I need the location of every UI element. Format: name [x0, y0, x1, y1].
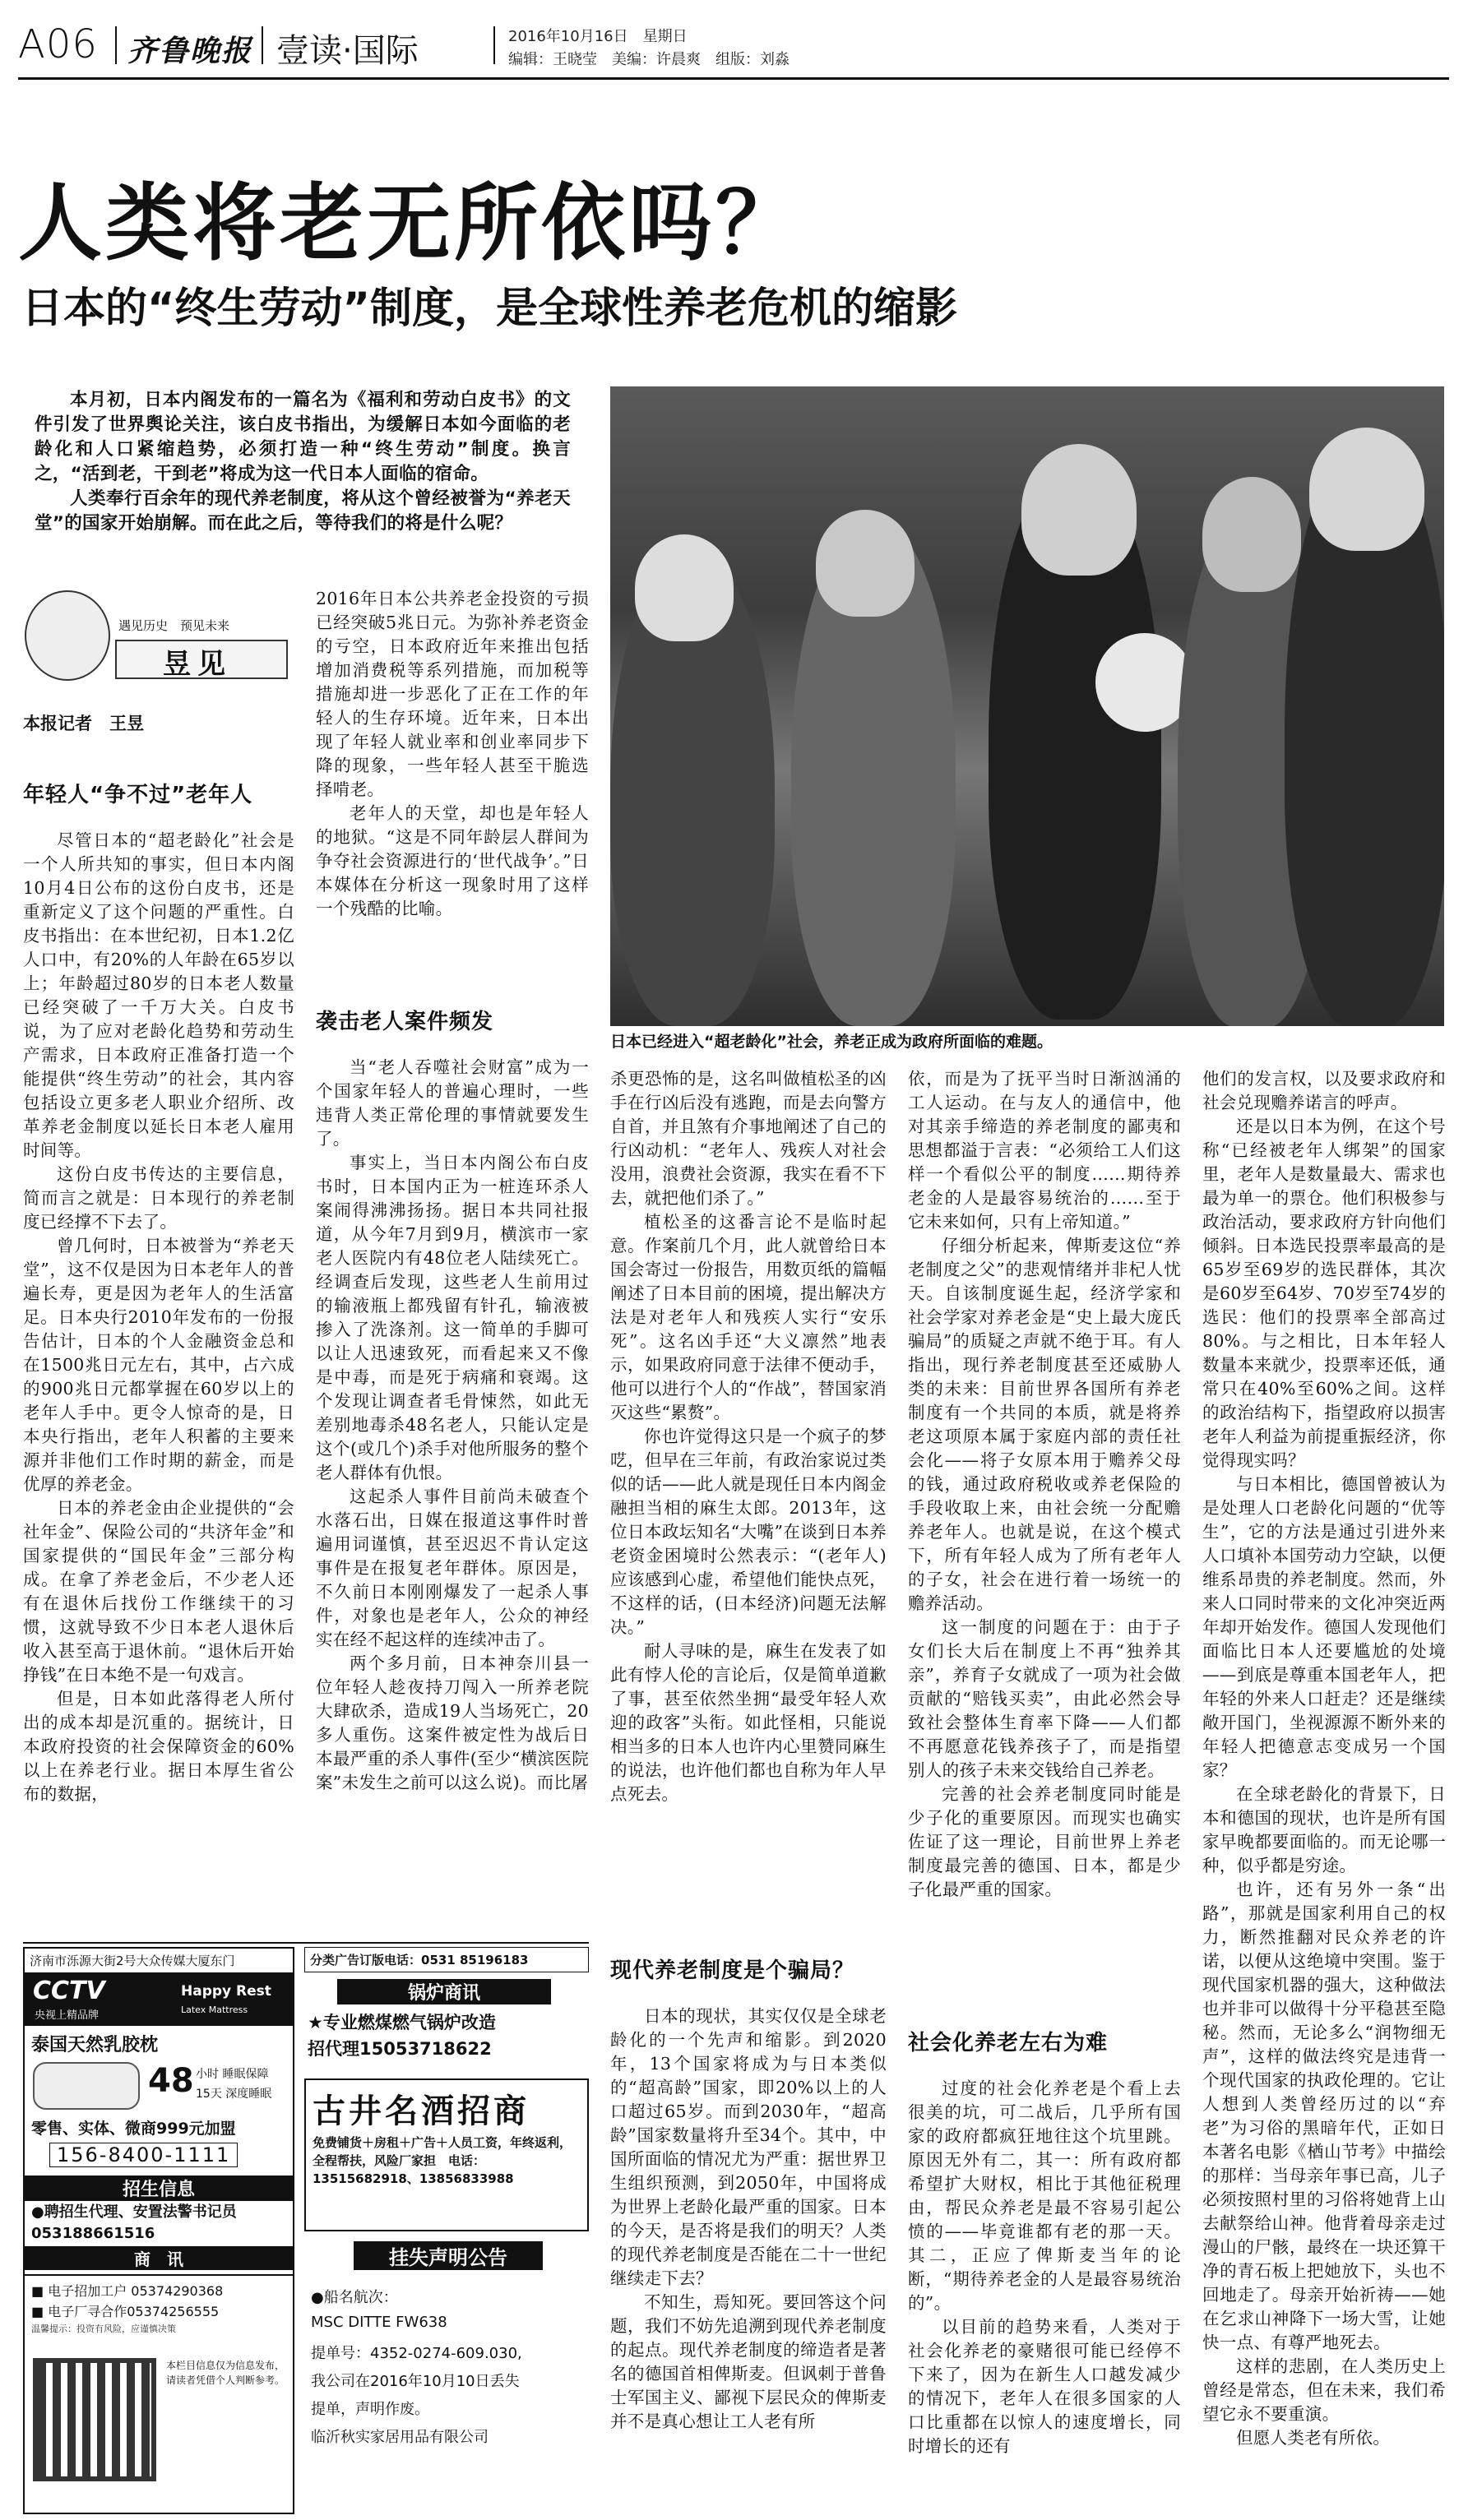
masthead-divider	[493, 26, 495, 64]
pillow-graphic	[33, 2062, 140, 2110]
latex-days: 48	[148, 2062, 194, 2100]
biz-line-1: ■ 电子招加工户 05374290368	[31, 2283, 224, 2299]
lead-p1: 本月初，日本内阁发布的一篇名为《福利和劳动白皮书》的文件引发了世界舆论关注，该白皮书指出，为缓解日本如今面临的老龄化和人口紧缩趋势，必须打造一种“终生劳动”制度。换言之，“活到老，干到老”将成为这一代日本人面临的宿命。	[35, 390, 571, 484]
body-paragraph: 完善的社会养老制度同时能是少子化的重要原因。而现实也确实佐证了这一理论，目前世界上养老制度最完善的德国、日本，都是少子化最严重的国家。	[908, 1784, 1181, 1899]
brand-sub: Latex Mattress	[181, 2004, 248, 2015]
liquor-box	[304, 2078, 589, 2231]
latex-detail-1: 小时 睡眠保障	[196, 2068, 269, 2081]
headline-title: 人类将老无所依吗？	[18, 175, 803, 273]
photo-figure	[1202, 477, 1301, 592]
liquor-text: 免费铺货＋房租＋广告＋人员工资，年终返利，全程帮扶，风险厂家担 电话：13515682918、13856833988	[313, 2135, 572, 2186]
ads-top-rule	[23, 1942, 589, 1944]
body-paragraph: 也许，还有另外一条“出路”，那就是国家利用自己的权力，断然推翻对民众养老的许诺，以便从这绝境中突围。鉴于现代国家机器的强大，这种做法也并非可以做得十分平稳甚至隐秘。然而，无论多么“润物细无声”，这样的做法终究是违背一个现代国家的执政伦理的。它让人想到人类曾经历过的以“弃老”为习俗的黑暗年代，正如日本著名电影《楢山节考》中描绘的那样：当母亲年事已高，儿子必须按照村里的习俗将她背上山去献祭给山神。他背着母亲走过漫山的尸骸，最终在一块还算干净的青石板上把她放下，头也不回地走了。母亲开始祈祷——她在乞求山神降下一场大雪，让她快一点、有尊严地死去。	[1202, 1880, 1446, 2352]
body-paragraph: 依，而是为了抚平当时日渐汹涌的工人运动。在与友人的通信中，他对其亲手缔造的养老制度的鄙夷和思想都溢于言表：“必须给工人们这样一个看似公平的制度……期待养老金的人是最容易统治的……至于它未来如何，只有上帝知道。”	[908, 1069, 1181, 1232]
classified-head: 分类广告订版电话：0531 85196183	[304, 1947, 589, 1972]
body-paragraph: 在全球老龄化的背景下，日本和德国的现状，也许是所有国家早晚都要面临的。而无论哪一种，似乎都是穷途。	[1202, 1784, 1446, 1875]
cctv-sub: 央视上精品牌	[35, 2009, 100, 2022]
lost-line-4: 我公司在2016年10月10日丢失	[311, 2373, 520, 2390]
body-paragraph: 过度的社会化养老是个看上去很美的坑，可二战后，几乎所有国家的政府都疯狂地往这个坑里跳。原因无外有二，其一：所有政府都希望扩大财权，相比于其他征税理由，帮民众养老是最不容易引起公愤的——毕竟谁都有老的那一天。其二，正应了俾斯麦当年的论断，“期待养老金的人是最容易统治的”。	[908, 2078, 1181, 2313]
page-number: A06	[18, 21, 98, 67]
body-paragraph: 杀更恐怖的是，这名叫做植松圣的凶手在行凶后没有逃跑，而是去向警方自首，并且煞有介事地阐述了自己的行凶动机：“老年人、残疾人对社会没用，浪费社会资源，我实在看不下去，就把他们杀了。”	[610, 1069, 887, 1208]
photo-figure	[816, 510, 915, 617]
section-head-3: 现代养老制度是个骗局？	[610, 1958, 855, 1983]
body-paragraph: 耐人寻味的是，麻生在发表了如此有悖人伦的言论后，仅是简单道歉了事，甚至依然坐拥“最受年轻人欢迎的政客”头衔。如此怪相，只能说相当多的日本人也许内心里赞同麻生的说法，也许他们都也自称为年人早点死去。	[610, 1641, 887, 1804]
ad-cctv-latex	[23, 1947, 294, 2276]
body-column-5	[1202, 1067, 1446, 2508]
lost-line-5: 提单，声明作废。	[311, 2401, 429, 2418]
body-paragraph: 他们的发言权，以及要求政府和社会兑现赡养诺言的呼声。	[1202, 1069, 1446, 1112]
ad-logo-band	[25, 1973, 293, 2026]
qr-note: 本栏目信息仅为信息发布，请读者凭借个人判断参考。	[166, 2360, 285, 2386]
body-column-3a	[610, 1067, 887, 1939]
latex-title: 泰国天然乳胶枕	[31, 2035, 159, 2055]
body-paragraph: 这份白皮书传达的主要信息，简而言之就是：日本现行的养老制度已经撑不下去了。	[23, 1164, 294, 1232]
body-paragraph: 与日本相比，德国曾被认为是处理人口老龄化问题的“优等生”，它的方法是通过引进外来人口填补本国劳动力空缺，以便维系昂贵的养老制度。然而，外来人口同时带来的文化冲突近两年却开始发作。德国人发现他们面临比日本人还要尴尬的处境——到底是尊重本国老年人，把年轻的外来人口赶走？还是继续敞开国门，坐视源源不断外来的年轻人把德意志变成另一个国家？	[1202, 1474, 1446, 1780]
masthead-divider	[262, 26, 263, 64]
body-paragraph: 仔细分析起来，俾斯麦这位“养老制度之父”的悲观情绪并非杞人忧天。自该制度诞生起，经济学家和社会学家对养老金是“史上最大庞氏骗局”的质疑之声就不绝于耳。有人指出，现行养老制度甚至还威胁人类的未来：目前世界各国所有养老制度有一个共同的本质，就是将养老这项原本属于家庭内部的责任社会化——将子女原本用于赡养父母的钱，通过政府税收或养老保险的手段收取上来，由社会统一分配赡养老年人。也就是说，在这个模式下，所有年轻人成为了所有老年人的子女，社会在进行着一场统一的赡养活动。	[908, 1236, 1181, 1613]
body-column-4b	[908, 2077, 1181, 2508]
lead-paragraph	[35, 388, 571, 536]
boiler-line-1: ★专业燃煤燃气锅炉改造	[308, 2013, 496, 2032]
body-paragraph: 但是，日本如此落得老人所付出的成本却是沉重的。据统计，日本政府投资的社会保障资金的60%以上在养老行业。据日本厚生省公布的数据，	[23, 1689, 294, 1804]
author-portrait	[25, 590, 110, 681]
body-paragraph: 当“老人吞噬社会财富”成为一个国家年轻人的普遍心理时，一些违背人类正常伦理的事情就要发生了。	[316, 1057, 589, 1149]
body-paragraph: 2016年日本公共养老金投资的亏损已经突破5兆日元。为弥补养老资金的亏空，日本政府近年来推出包括增加消费税等系列措施，而加税等措施却进一步恶化了正在工作的年轻人的生存环境。近年来，日本出现了年轻人就业率和创业率同步下降的现象，一些年轻人甚至干脆选择啃老。	[316, 589, 589, 799]
recruit-text: ●聘招生代理、安置法警书记员053188661516	[31, 2203, 237, 2242]
masthead-rule	[18, 77, 1449, 80]
boiler-title: 锅炉商讯	[337, 1979, 551, 2004]
lost-line-2: MSC DITTE FW638	[311, 2314, 447, 2331]
ad-biz-listing	[23, 2276, 294, 2514]
boiler-line-2: 招代理15053718622	[308, 2039, 492, 2059]
photo-figure	[1309, 428, 1424, 551]
body-paragraph: 两个多月前，日本神奈川县一位年轻人趁夜持刀闯入一所养老院大肆砍杀，造成19人当场死亡，20多人重伤。这案件被定性为战后日本最严重的杀人事件(至少“横滨医院案”未发生之前可以这么说)。而比屠	[316, 1653, 589, 1792]
lost-title: 挂失声明公告	[354, 2241, 543, 2270]
column-badge	[23, 590, 294, 689]
body-paragraph: 事实上，当日本内阁公布白皮书时，日本国内正为一桩连环杀人案闹得沸沸扬扬。据日本共同社报道，从今年7月到9月，横滨市一家老人医院内有48位老人陆续死亡。经调查后发现，这些老人生前用过的输液瓶上都残留有针孔，输液被掺入了洗涤剂。这一简单的手脚可以让人迅速致死，而看起来又不像是中毒，而是死于病痛和衰竭。这个发现让调查者毛骨悚然，如此无差别地毒杀48名老人，只能认定是这个(或几个)杀手对他所服务的整个老人群体有仇恨。	[316, 1153, 589, 1482]
photo-caption: 日本已经进入“超老龄化”社会，养老正成为政府所面临的难题。	[610, 1033, 1053, 1051]
latex-sale: 零售、实体、微商999元加盟	[31, 2120, 236, 2138]
body-paragraph: 日本的养老金由企业提供的“会社年金”、保险公司的“共济年金”和国家提供的“国民年金”三部分构成。在拿了养老金后，不少老人还有在退休后找份工作继续干的习惯，这就导致不少日本老人退休后收入甚至高于退休前。“退休后开始挣钱”在日本绝不是一句戏言。	[23, 1498, 294, 1685]
body-paragraph: 还是以日本为例，在这个号称“已经被老年人绑架”的国家里，老年人是数量最大、需求也最为单一的票仓。他们积极参与政治活动，要求政府方针向他们倾斜。日本选民投票率最高的是65岁至69岁的选民群体，其次是60岁至64岁、70岁至74岁的选民：他们的投票率全部高过80%。与之相比，日本年轻人数量本来就少，投票率还低，通常只在40%至60%之间。这样的政治结构下，指望政府以损害老年人利益为前提重振经济，你觉得现实吗？	[1202, 1117, 1446, 1470]
body-paragraph: 老年人的天堂，却也是年轻人的地狱。“这是不同年龄层人群间为争夺社会资源进行的‘世代战争’。”日本媒体在分析这一现象时用了这样一个残酷的比喻。	[316, 803, 589, 918]
section-head-4: 社会化养老左右为难	[908, 2031, 1109, 2055]
body-paragraph: 这一制度的问题在于：由于子女们长大后在制度上不再“独养其亲”，养育子女就成了一项为社会做贡献的“赔钱买卖”，由此必然会导致社会整体生育率下降——人们都不再愿意花钱养孩子了，而是指望别人的孩子未来交钱给自己养老。	[908, 1617, 1181, 1780]
body-paragraph: 植松圣的这番言论不是临时起意。作案前几个月，此人就曾给日本国会寄过一份报告，用数页纸的篇幅阐述了日本目前的困境，提出解决方法是对老年人和残疾人实行“安乐死”。这名凶手还“大义凛然”地表示，如果政府同意于法律不便动手，他可以进行个人的“作战”，替国家消灭这些“累赘”。	[610, 1212, 887, 1422]
body-paragraph: 你也许觉得这只是一个疯子的梦呓，但早在三年前，有政治家说过类似的话——此人就是现任日本内阁金融担当相的麻生太郎。2013年，这位日本政坛知名“大嘴”在谈到日本养老资金困境时公然表示：“(老年人)应该感到心虚，希望他们能快点死，不这样的话，(日本经济)问题无法解决。”	[610, 1426, 887, 1637]
liquor-title: 古井名酒招商	[313, 2092, 530, 2130]
headline-subtitle: 日本的“终生劳动”制度，是全球性养老危机的缩影	[21, 284, 958, 333]
lead-p2: 人类奉行百余年的现代养老制度，将从这个曾经被誉为“养老天堂”的国家开始崩解。而在此之后，等待我们的将是什么呢？	[35, 488, 571, 534]
editor-credits: 编辑：王晓莹 美编：许晨爽 组版：刘淼	[508, 51, 790, 68]
ad-address: 济南市泺源大街2号大众传媒大厦东门	[25, 1949, 293, 1973]
body-column-2b	[316, 1056, 589, 1919]
cctv-logo: CCTV	[33, 1977, 105, 2005]
brand-logo: Happy Rest	[181, 1983, 271, 2000]
photo-figure	[1021, 444, 1137, 576]
body-paragraph: 以目前的趋势来看，人类对于社会化养老的豪赌很可能已经停不下来了，因为在新生人口越发减少的情况下，老年人在很多国家的人口比重都在以惊人的速度增长，同时增长的还有	[908, 2317, 1181, 2456]
badge-name: 昱见	[163, 648, 232, 681]
body-paragraph: 日本的现状，其实仅仅是全球老龄化的一个先声和缩影。到2020年，13个国家将成为与日本类似的“超高龄”国家，即20%以上的人口超过65岁。而到2030年，“超高龄”国家数量将升至34个。其中，中国所面临的情况尤为严重：据世界卫生组织预测，到2050年，中国将成为世界上老龄化最严重的国家。日本的今天，是否将是我们的明天？人类的现代养老制度是否能在二十一世纪继续走下去？	[610, 2006, 887, 2288]
body-paragraph: 但愿人类老有所依。	[1236, 2428, 1391, 2448]
section-head-1: 年轻人“争不过”老年人	[23, 783, 253, 807]
issue-date: 2016年10月16日 星期日	[508, 28, 688, 45]
latex-detail-2: 15天 深度睡眠	[196, 2088, 272, 2101]
byline: 本报记者 王昱	[23, 714, 144, 733]
section-head-2: 袭击老人案件频发	[316, 1010, 494, 1034]
news-photo	[610, 386, 1444, 1026]
body-column-4a	[908, 1067, 1181, 2013]
biz-line-2: ■ 电子厂寻合作05374256555	[31, 2304, 220, 2319]
body-column-1	[23, 829, 294, 1922]
section-name: 壹读·国际	[276, 32, 419, 70]
latex-phone: 156-8400-1111	[49, 2143, 238, 2167]
biz-title: 商 讯	[25, 2246, 293, 2270]
body-paragraph: 不知生，焉知死。要回答这个问题，我们不妨先追溯到现代养老制度的起点。现代养老制度的缔造者是著名的德国首相俾斯麦。但讽刺于普鲁士军国主义、鄙视下层民众的俾斯麦并不是真心想让工人老有所	[610, 2292, 887, 2431]
body-paragraph: 曾几何时，日本被誉为“养老天堂”，这不仅是因为日本老年人的普遍长寿，更是因为老年人的生活富足。日本央行2010年发布的一份报告估计，日本的个人金融资金总和在1500兆日元左右，其中，占六成的900兆日元都掌握在60岁以上的老年人手中。更令人惊奇的是，日本央行指出，老年人积蓄的主要来源并非他们工作时期的薪金，而是优厚的养老金。	[23, 1236, 294, 1494]
paper-logo: 齐鲁晚报	[127, 34, 253, 68]
body-paragraph: 这起杀人事件目前尚未破查个水落石出，日媒在报道这事件时普遍用词谨慎，甚至迟迟不肯认定这事件是在报复老年群体。原因是，不久前日本刚刚爆发了一起杀人事件，对象也是老年人，公众的神经实在经不起这样的连续冲击了。	[316, 1487, 589, 1649]
ad-classified	[304, 1947, 589, 2514]
biz-note: 温馨提示：投资有风险，应谨慎决策	[31, 2323, 176, 2334]
photo-figure	[635, 534, 734, 641]
lost-line-6: 临沂秋实家居用品有限公司	[311, 2429, 489, 2446]
body-paragraph: 这样的悲剧，在人类历史上曾经是常态，但在未来，我们希望它永不要重演。	[1202, 2356, 1446, 2424]
lost-line-3: 提单号：4352-0274-609.030,	[311, 2345, 522, 2362]
qr-code	[33, 2358, 156, 2481]
masthead-divider	[115, 26, 117, 64]
recruit-title: 招生信息	[25, 2176, 293, 2201]
badge-tag: 遇见历史 预见未来	[118, 618, 230, 633]
lost-line-1: ●船名航次：	[311, 2289, 398, 2306]
body-paragraph: 尽管日本的“超老龄化”社会是一个人所共知的事实，但日本内阁10月4日公布的这份白皮书，还是重新定义了这个问题的严重性。白皮书指出：在本世纪初，日本1.2亿人口中，有20%的人年龄在65岁以上；年龄超过80岁的日本老人数量已经突破了一千万大关。白皮书说，为了应对老龄化趋势和劳动生产需求，日本政府正准备打造一个能提供“终生劳动”的社会，其内容包括设立更多老人职业介绍所、改革养老金制度以延长日本老人雇用时间等。	[23, 830, 294, 1160]
body-column-2a	[316, 587, 589, 990]
body-column-3b	[610, 2004, 887, 2508]
